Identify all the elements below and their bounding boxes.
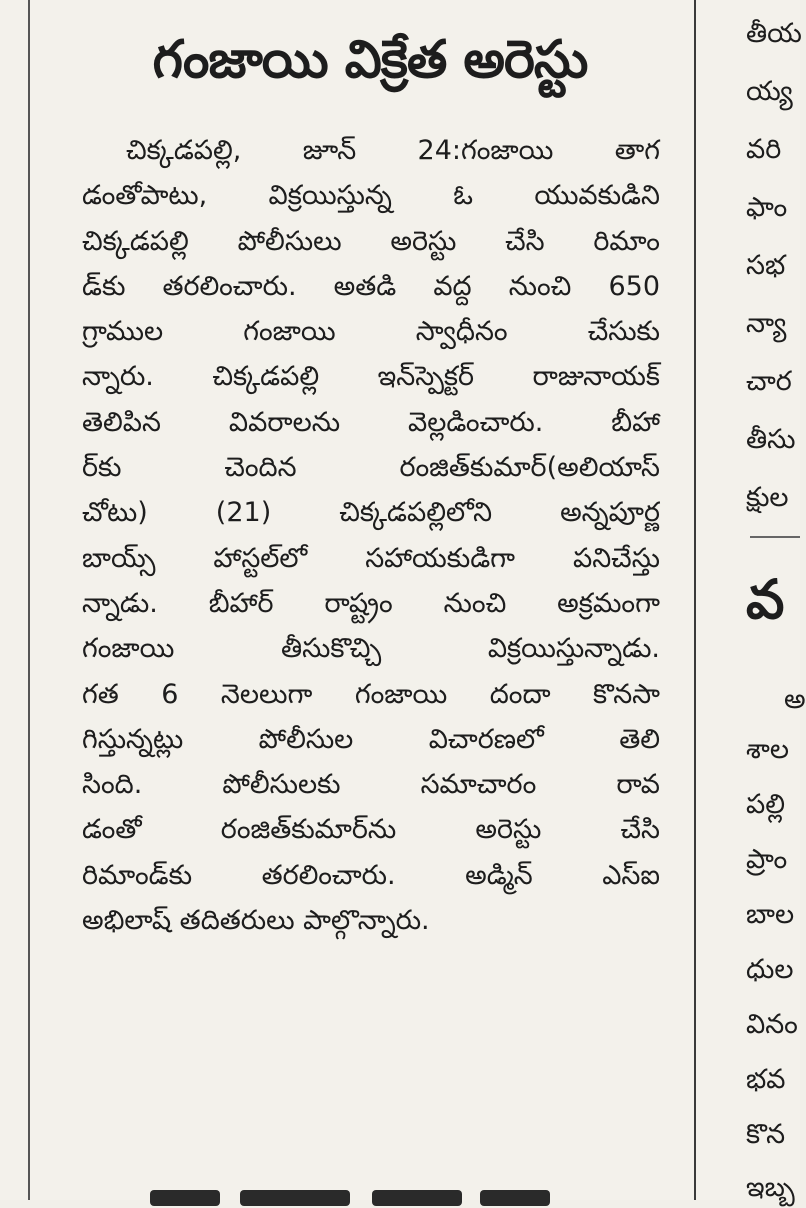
article-line: చిక్కడపల్లి పోలీసులు అరెస్టు చేసి రిమాం xyxy=(82,225,660,257)
next-article-headline-cropped xyxy=(140,1186,560,1200)
adjacent-line: తీసు xyxy=(746,424,796,455)
adjacent-line: ఫాం xyxy=(746,192,788,223)
adjacent-line: వినం xyxy=(746,1009,798,1040)
article-line: రిమాండ్‌కు తరలించారు. అడ్మిన్ ఎస్ఐ xyxy=(82,859,660,891)
adjacent-line: సభ xyxy=(746,250,786,281)
adjacent-line: అ xyxy=(784,684,806,715)
cropped-glyph xyxy=(240,1190,350,1206)
article-line: డంతో రంజిత్‌కుమార్‌ను అరెస్టు చేసి xyxy=(82,814,660,846)
article-line: డంతోపాటు, విక్రయిస్తున్న ఓ యువకుడిని xyxy=(82,180,660,212)
article-line: సింది. పోలీసులకు సమాచారం రావ xyxy=(82,769,660,801)
adjacent-line: పల్లి xyxy=(746,789,785,820)
adjacent-line: చార xyxy=(746,366,792,397)
adjacent-line: శాల xyxy=(746,734,789,765)
adjacent-line: బాల xyxy=(746,899,795,930)
article-line: చిక్కడపల్లి, జూన్ 24:గంజాయి తాగ xyxy=(126,135,660,166)
article-line: ర్‌కు చెందిన రంజిత్‌కుమార్(అలియాస్ xyxy=(82,452,660,484)
cropped-glyph xyxy=(372,1190,462,1206)
article-line: న్నాడు. బీహార్ రాష్ట్రం నుంచి అక్రమంగా xyxy=(82,587,660,619)
adjacent-line: న్యా xyxy=(746,308,787,339)
article-line: తెలిపిన వివరాలను వెల్లడించారు. బీహా xyxy=(82,406,660,438)
article-line: గ్రాముల గంజాయి స్వాధీనం చేసుకు xyxy=(82,316,660,348)
adjacent-line: వరి xyxy=(746,134,782,165)
adjacent-line: ఇబ్బ xyxy=(746,1172,795,1203)
article-line: అభిలాష్ తదితరులు పాల్గొన్నారు. xyxy=(82,905,430,937)
article-line: బాయ్స్ హాస్టల్‌లో సహాయకుడిగా పనిచేస్తు xyxy=(82,542,660,574)
adjacent-headline: వ xyxy=(746,568,785,631)
article-line: గత 6 నెలలుగా గంజాయి దందా కొనసా xyxy=(82,678,660,710)
article-line: చోటు) (21) చిక్కడపల్లిలోని అన్నపూర్ణ xyxy=(82,497,660,529)
cropped-glyph xyxy=(150,1190,220,1206)
article-line: గిస్తున్నట్లు పోలీసుల విచారణలో తెలి xyxy=(82,723,660,755)
adjacent-line: ప్రాం xyxy=(746,844,788,875)
adjacent-line: య్య xyxy=(746,76,793,107)
article-line: గంజాయి తీసుకొచ్చి విక్రయిస్తున్నాడు. xyxy=(82,633,660,665)
adjacent-line: భవ xyxy=(746,1064,786,1095)
column-divider-left xyxy=(28,0,30,1200)
adjacent-line: తీయ xyxy=(746,18,802,49)
article-body xyxy=(82,128,660,943)
article-line: డ్‌కు తరలించారు. అతడి వద్ద నుంచి 650 xyxy=(82,270,660,302)
article-line: న్నారు. చిక్కడపల్లి ఇన్‌స్పెక్టర్ రాజునాయక్ xyxy=(82,361,660,393)
column-divider-right xyxy=(694,0,696,1200)
adjacent-line: కొన xyxy=(746,1119,786,1150)
cropped-glyph xyxy=(480,1190,550,1206)
adjacent-column-cropped xyxy=(746,0,806,1203)
article-headline: గంజాయి విక్రేత అరెస్టు xyxy=(152,30,588,90)
adjacent-line: క్షుల xyxy=(746,482,789,513)
adjacent-line: ధుల xyxy=(746,954,794,985)
